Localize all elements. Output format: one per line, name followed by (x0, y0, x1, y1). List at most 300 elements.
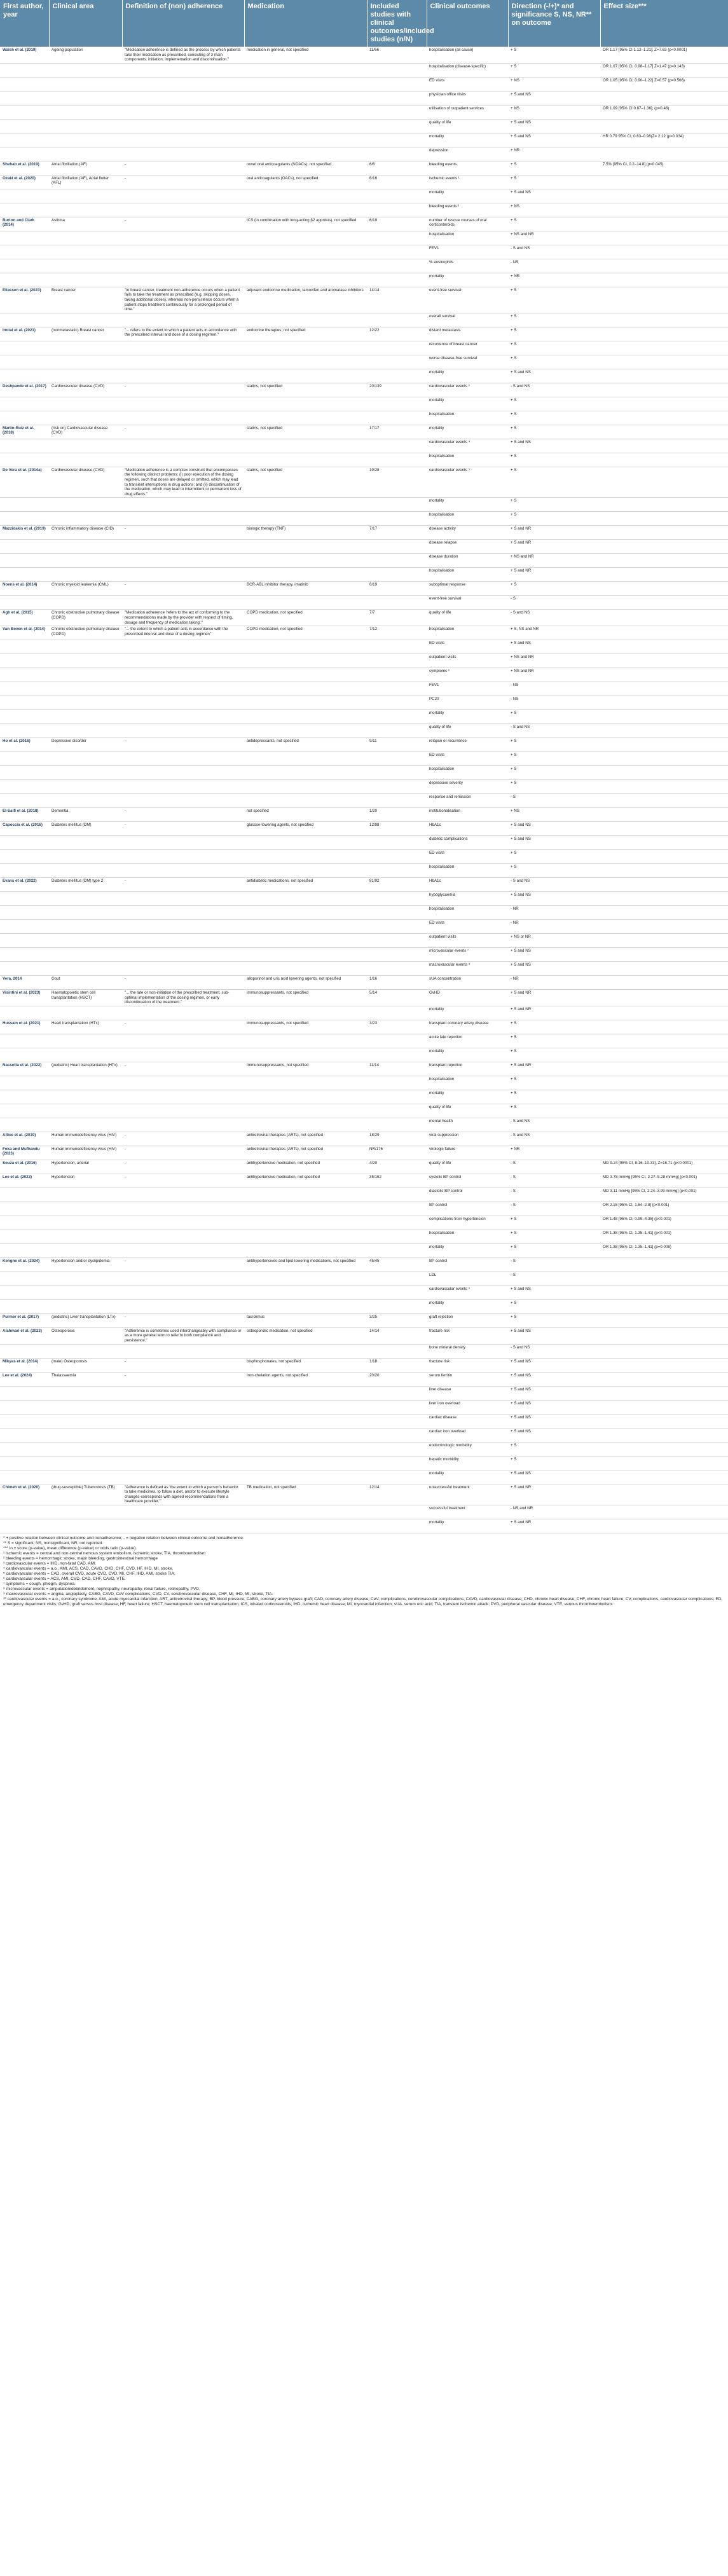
cell-outcome: event-free survival (427, 287, 508, 313)
cell-clinical-area (49, 369, 122, 383)
table-row (0, 439, 728, 453)
table-row (0, 1400, 728, 1414)
cell-definition: - (122, 582, 244, 596)
cell-effect-size: OR 1.38 [95% CI, 1.35–1.41] (p=0.008) (600, 1243, 728, 1257)
cell-outcome: ED visits (427, 920, 508, 934)
table-row (0, 1076, 728, 1090)
cell-outcome: FEV1 (427, 245, 508, 259)
cell-author (0, 1505, 49, 1519)
cell-definition: "Adherence is sometimes used interchangeably with compliance or as a more general term to refer to both compliance and persistence." (122, 1327, 244, 1344)
cell-definition: "... refers to the extent to which a patient acts in accordance with the prescribed interval and dose of a dosing regimen." (122, 327, 244, 341)
cell-definition (122, 892, 244, 906)
cell-author (0, 1188, 49, 1202)
cell-included-studies (367, 696, 427, 710)
cell-definition (122, 512, 244, 526)
cell-effect-size (600, 1034, 728, 1048)
table-row (0, 259, 728, 273)
table-row (0, 147, 728, 161)
cell-author (0, 105, 49, 119)
cell-definition (122, 1519, 244, 1533)
cell-direction: + S and NS (508, 369, 600, 383)
cell-medication (244, 1090, 367, 1104)
cell-medication (244, 63, 367, 77)
table-row (0, 836, 728, 850)
cell-clinical-area (49, 1230, 122, 1243)
cell-author (0, 77, 49, 91)
cell-outcome: cardiovascular events ⁴ (427, 439, 508, 453)
cell-author (0, 245, 49, 259)
cell-outcome: bone mineral density (427, 1344, 508, 1358)
cell-effect-size (600, 175, 728, 189)
cell-medication: BCR-ABL inhibitor therapy, imatinib (244, 582, 367, 596)
table-row (0, 990, 728, 1006)
cell-included-studies: 12/22 (367, 327, 427, 341)
cell-included-studies: 11/14 (367, 1062, 427, 1076)
cell-medication (244, 710, 367, 724)
cell-clinical-area (49, 498, 122, 512)
cell-effect-size (600, 1146, 728, 1160)
cell-definition: - (122, 1257, 244, 1271)
cell-outcome: hospitalisation (all cause) (427, 47, 508, 64)
cell-medication (244, 119, 367, 133)
cell-author (0, 710, 49, 724)
cell-direction: - NR (508, 920, 600, 934)
cell-author: Van Boven et al. (2014) (0, 626, 49, 640)
cell-included-studies (367, 63, 427, 77)
cell-included-studies (367, 245, 427, 259)
cell-clinical-area: Heart transplantation (HTx) (49, 1020, 122, 1034)
cell-definition (122, 1188, 244, 1202)
cell-included-studies (367, 892, 427, 906)
cell-medication (244, 355, 367, 369)
cell-clinical-area (49, 934, 122, 948)
cell-author (0, 920, 49, 934)
cell-outcome: mortality (427, 133, 508, 147)
cell-outcome: mortality (427, 1006, 508, 1020)
cell-outcome: mortality (427, 498, 508, 512)
cell-included-studies (367, 864, 427, 878)
cell-definition (122, 63, 244, 77)
cell-author (0, 780, 49, 794)
cell-effect-size: OR 1.48 [95% CI, 0.99–4.35] (p<0.001) (600, 1216, 728, 1230)
cell-clinical-area (49, 596, 122, 610)
cell-outcome: liver disease (427, 1386, 508, 1400)
cell-included-studies (367, 77, 427, 91)
table-row (0, 203, 728, 217)
cell-definition (122, 850, 244, 864)
cell-author (0, 1470, 49, 1484)
cell-author (0, 540, 49, 554)
cell-direction: + S and NS (508, 1386, 600, 1400)
table-row (0, 1243, 728, 1257)
cell-outcome: hospitalisation (427, 512, 508, 526)
cell-included-studies (367, 411, 427, 425)
cell-clinical-area (49, 453, 122, 467)
cell-medication (244, 596, 367, 610)
cell-outcome: mortality (427, 1243, 508, 1257)
table-row (0, 526, 728, 540)
cell-medication (244, 397, 367, 411)
cell-included-studies (367, 640, 427, 654)
cell-author (0, 1118, 49, 1132)
cell-direction: + S (508, 1104, 600, 1118)
cell-direction: - S and NS (508, 383, 600, 397)
cell-clinical-area (49, 1090, 122, 1104)
cell-direction: + NS and NR (508, 668, 600, 682)
cell-effect-size: MD 3.11 mmHg [95% CI, 2.24–3.99 mmHg] (p<0.001) (600, 1188, 728, 1202)
cell-effect-size (600, 231, 728, 245)
cell-author (0, 1344, 49, 1358)
table-row (0, 822, 728, 836)
cell-medication (244, 341, 367, 355)
table-row (0, 1386, 728, 1400)
cell-included-studies: 18/29 (367, 1132, 427, 1146)
cell-medication (244, 554, 367, 568)
cell-clinical-area: Thalassaemia (49, 1372, 122, 1386)
cell-direction: + S and NS (508, 1470, 600, 1484)
cell-outcome: mortality (427, 369, 508, 383)
cell-effect-size (600, 1358, 728, 1372)
cell-author: Ho et al. (2016) (0, 738, 49, 752)
cell-definition: - (122, 1358, 244, 1372)
cell-outcome: BP control (427, 1257, 508, 1271)
table-row (0, 1327, 728, 1344)
table-body (0, 47, 728, 1533)
cell-included-studies (367, 766, 427, 780)
cell-author (0, 640, 49, 654)
cell-included-studies (367, 1400, 427, 1414)
cell-definition (122, 231, 244, 245)
cell-outcome: recurrence of breast cancer (427, 341, 508, 355)
cell-outcome: ED visits (427, 850, 508, 864)
cell-medication (244, 259, 367, 273)
footnote: ⁹ macrovascular events = angina, angioplasty, CABG, CAVD, CeV complications, CVD, CV, cerebrovascular disease, CHF, MI, IHD, MI, stroke, TIA. (3, 1592, 273, 1597)
cell-included-studies (367, 273, 427, 287)
table-row (0, 1020, 728, 1034)
cell-direction: + S (508, 1076, 600, 1090)
cell-effect-size (600, 626, 728, 640)
cell-medication (244, 864, 367, 878)
cell-outcome: depression (427, 147, 508, 161)
cell-effect-size (600, 682, 728, 696)
cell-clinical-area: Gout (49, 976, 122, 990)
cell-direction: + NS (508, 808, 600, 822)
cell-direction: - S (508, 1271, 600, 1285)
cell-outcome: fracture risk (427, 1358, 508, 1372)
cell-clinical-area (49, 1456, 122, 1470)
cell-outcome: unsuccessful treatment (427, 1484, 508, 1505)
cell-outcome: ED visits (427, 640, 508, 654)
table-row (0, 850, 728, 864)
cell-direction: + S (508, 217, 600, 231)
cell-direction: - S (508, 1257, 600, 1271)
cell-included-studies: 9/11 (367, 738, 427, 752)
cell-author: Martin-Ruiz et al. (2018) (0, 425, 49, 439)
cell-definition (122, 948, 244, 962)
cell-included-studies (367, 1386, 427, 1400)
cell-outcome: physician office visits (427, 91, 508, 105)
cell-definition (122, 1456, 244, 1470)
cell-medication (244, 766, 367, 780)
cell-outcome: disease relapse (427, 540, 508, 554)
cell-effect-size (600, 147, 728, 161)
cell-medication (244, 105, 367, 119)
footnote: ⁸ microvascular events = amputation/debridement, nephropathy, neuropathy, renal failure, retinopathy, PVD. (3, 1587, 200, 1592)
cell-clinical-area (49, 710, 122, 724)
cell-author (0, 147, 49, 161)
cell-medication: antiretroviral therapies (ARTs), not specified (244, 1132, 367, 1146)
cell-author (0, 1104, 49, 1118)
table-row (0, 962, 728, 976)
cell-direction: + S (508, 1456, 600, 1470)
cell-outcome: quality of life (427, 1104, 508, 1118)
cell-included-studies (367, 1414, 427, 1428)
cell-definition: "... the late or non-initiation of the prescribed treatment, sub-optimal implementation of the dosing regimen, or early discontinuation of the treatment." (122, 990, 244, 1006)
cell-outcome: mortality (427, 1299, 508, 1313)
cell-outcome: hospitalisation (disease-specific) (427, 63, 508, 77)
table-row (0, 626, 728, 640)
cell-direction: + S and NS (508, 133, 600, 147)
cell-outcome: mortality (427, 397, 508, 411)
cell-direction: + S (508, 582, 600, 596)
cell-medication (244, 568, 367, 582)
cell-author: Purmer et al. (2017) (0, 1313, 49, 1327)
cell-direction: + S (508, 850, 600, 864)
cell-outcome: institutionalisation (427, 808, 508, 822)
cell-included-studies (367, 1076, 427, 1090)
cell-outcome: hospitalisation (427, 864, 508, 878)
table-row (0, 794, 728, 808)
cell-direction: + S (508, 397, 600, 411)
cell-clinical-area: Hypertension (49, 1174, 122, 1188)
cell-effect-size: 7.5% [95% CI, 0.2–14.8] (p=0.045) (600, 161, 728, 175)
table-row (0, 383, 728, 397)
cell-author (0, 554, 49, 568)
cell-author: Souza et al. (2016) (0, 1160, 49, 1174)
cell-definition (122, 259, 244, 273)
cell-author: Lee et al. (2022) (0, 1174, 49, 1188)
cell-definition (122, 1470, 244, 1484)
cell-clinical-area (49, 836, 122, 850)
cell-author (0, 1216, 49, 1230)
cell-included-studies (367, 1519, 427, 1533)
table-row (0, 273, 728, 287)
cell-clinical-area: Chronic myeloid leukemia (CML) (49, 582, 122, 596)
cell-definition: - (122, 175, 244, 189)
cell-included-studies: 1/16 (367, 976, 427, 990)
cell-definition (122, 696, 244, 710)
cell-direction: + S and NS (508, 892, 600, 906)
cell-direction: + NS (508, 77, 600, 91)
cell-medication (244, 313, 367, 327)
cell-clinical-area (49, 1470, 122, 1484)
cell-clinical-area: Dementia (49, 808, 122, 822)
cell-direction: + S (508, 1090, 600, 1104)
cell-definition (122, 668, 244, 682)
cell-direction: + S and NS (508, 91, 600, 105)
cell-direction: + S (508, 425, 600, 439)
cell-clinical-area (49, 554, 122, 568)
table-row (0, 780, 728, 794)
cell-definition (122, 1202, 244, 1216)
table-row (0, 864, 728, 878)
cell-included-studies (367, 1188, 427, 1202)
cell-direction: + S and NS (508, 822, 600, 836)
cell-included-studies (367, 1442, 427, 1456)
table-row (0, 1160, 728, 1174)
cell-author (0, 1386, 49, 1400)
cell-included-studies (367, 682, 427, 696)
cell-included-studies: 35/162 (367, 1174, 427, 1188)
cell-included-studies (367, 1271, 427, 1285)
cell-definition (122, 1006, 244, 1020)
cell-definition (122, 682, 244, 696)
table-row (0, 1006, 728, 1020)
cell-author: Foka and Mufhandu (2023) (0, 1146, 49, 1160)
table-row (0, 425, 728, 439)
cell-outcome: serum ferritin (427, 1372, 508, 1386)
cell-clinical-area: Osteoporosis (49, 1327, 122, 1344)
cell-outcome: hepatic morbidity (427, 1456, 508, 1470)
cell-outcome: mortality (427, 1090, 508, 1104)
cell-author (0, 892, 49, 906)
cell-outcome: mental health (427, 1118, 508, 1132)
cell-definition (122, 962, 244, 976)
cell-included-studies (367, 780, 427, 794)
cell-clinical-area: (nonmetastatic) Breast cancer (49, 327, 122, 341)
cell-author (0, 273, 49, 287)
cell-definition (122, 1285, 244, 1299)
cell-outcome: response and remission (427, 794, 508, 808)
cell-direction: + S and NR (508, 1062, 600, 1076)
cell-definition: - (122, 878, 244, 892)
cell-included-studies (367, 453, 427, 467)
cell-included-studies: 19/28 (367, 467, 427, 498)
cell-included-studies: 12/14 (367, 1484, 427, 1505)
cell-clinical-area (49, 512, 122, 526)
cell-direction: - S (508, 1160, 600, 1174)
cell-clinical-area: Human immunodeficiency virus (HIV) (49, 1146, 122, 1160)
cell-clinical-area: Haematopoietic stem cell transplantation (HSCT) (49, 990, 122, 1006)
cell-author (0, 934, 49, 948)
cell-definition (122, 1299, 244, 1313)
cell-author (0, 133, 49, 147)
table-row (0, 189, 728, 203)
cell-definition (122, 1414, 244, 1428)
cell-effect-size (600, 526, 728, 540)
cell-included-studies (367, 934, 427, 948)
cell-medication (244, 682, 367, 696)
cell-author: Altice et al. (2019) (0, 1132, 49, 1146)
table-row (0, 1202, 728, 1216)
cell-outcome: depressive severity (427, 780, 508, 794)
cell-included-studies (367, 498, 427, 512)
cell-direction: + S (508, 175, 600, 189)
cell-outcome: LDL (427, 1271, 508, 1285)
cell-medication: statins, not specified (244, 425, 367, 439)
cell-clinical-area: Ageing population (49, 47, 122, 64)
cell-effect-size (600, 724, 728, 738)
table-row (0, 934, 728, 948)
cell-definition (122, 355, 244, 369)
cell-outcome: mortality (427, 1048, 508, 1062)
cell-outcome: cardiovascular events ⁵ (427, 467, 508, 498)
cell-included-studies: 6/6 (367, 161, 427, 175)
cell-outcome: macrovascular events ⁸ (427, 962, 508, 976)
cell-author: Agh et al. (2015) (0, 610, 49, 626)
table-row (0, 119, 728, 133)
cell-included-studies (367, 439, 427, 453)
cell-effect-size (600, 1400, 728, 1414)
cell-effect-size (600, 273, 728, 287)
table-row (0, 1519, 728, 1533)
cell-effect-size (600, 582, 728, 596)
cell-outcome: HbA1c (427, 822, 508, 836)
cell-included-studies: 6/19 (367, 217, 427, 231)
cell-direction: - NS (508, 259, 600, 273)
table-row (0, 231, 728, 245)
cell-direction: - S and NS (508, 1344, 600, 1358)
cell-outcome: mortality (427, 710, 508, 724)
cell-medication (244, 794, 367, 808)
cell-effect-size (600, 498, 728, 512)
table-row (0, 1285, 728, 1299)
cell-author (0, 313, 49, 327)
cell-definition: - (122, 526, 244, 540)
cell-effect-size (600, 920, 728, 934)
cell-clinical-area (49, 341, 122, 355)
cell-included-studies (367, 1034, 427, 1048)
cell-clinical-area: Chronic inflammatory disease (CID) (49, 526, 122, 540)
cell-direction: + S and NS (508, 1400, 600, 1414)
col-header-clinical-area: Clinical area (49, 0, 122, 47)
cell-outcome: hospitalisation (427, 568, 508, 582)
table-row (0, 696, 728, 710)
table-row (0, 327, 728, 341)
cell-definition (122, 369, 244, 383)
cell-medication: antidepressants, not specified (244, 738, 367, 752)
cell-medication: TB medication, not specified (244, 1484, 367, 1505)
cell-author (0, 1006, 49, 1020)
cell-clinical-area (49, 948, 122, 962)
cell-effect-size (600, 864, 728, 878)
cell-definition (122, 1118, 244, 1132)
cell-effect-size (600, 245, 728, 259)
cell-clinical-area (49, 1076, 122, 1090)
cell-medication (244, 1188, 367, 1202)
cell-effect-size (600, 1505, 728, 1519)
cell-author (0, 1428, 49, 1442)
cell-direction: + S (508, 738, 600, 752)
cell-author: Ozaki et al. (2020) (0, 175, 49, 189)
table-row (0, 1216, 728, 1230)
cell-effect-size: OR 2.15 [95% CI, 1.64–2.8] (p<0.001) (600, 1202, 728, 1216)
cell-clinical-area (49, 1034, 122, 1048)
cell-direction: - S and NS (508, 245, 600, 259)
cell-outcome: acute late rejection (427, 1034, 508, 1048)
cell-included-studies (367, 119, 427, 133)
table-row (0, 453, 728, 467)
cell-direction: + S (508, 1020, 600, 1034)
cell-outcome: hospitalisation (427, 766, 508, 780)
cell-definition (122, 766, 244, 780)
cell-effect-size (600, 1386, 728, 1400)
cell-clinical-area: (risk on) Cardiovascular disease (CVD) (49, 425, 122, 439)
cell-author (0, 1299, 49, 1313)
cell-included-studies: 1/18 (367, 1358, 427, 1372)
cell-direction: + S and NS (508, 439, 600, 453)
cell-effect-size (600, 934, 728, 948)
